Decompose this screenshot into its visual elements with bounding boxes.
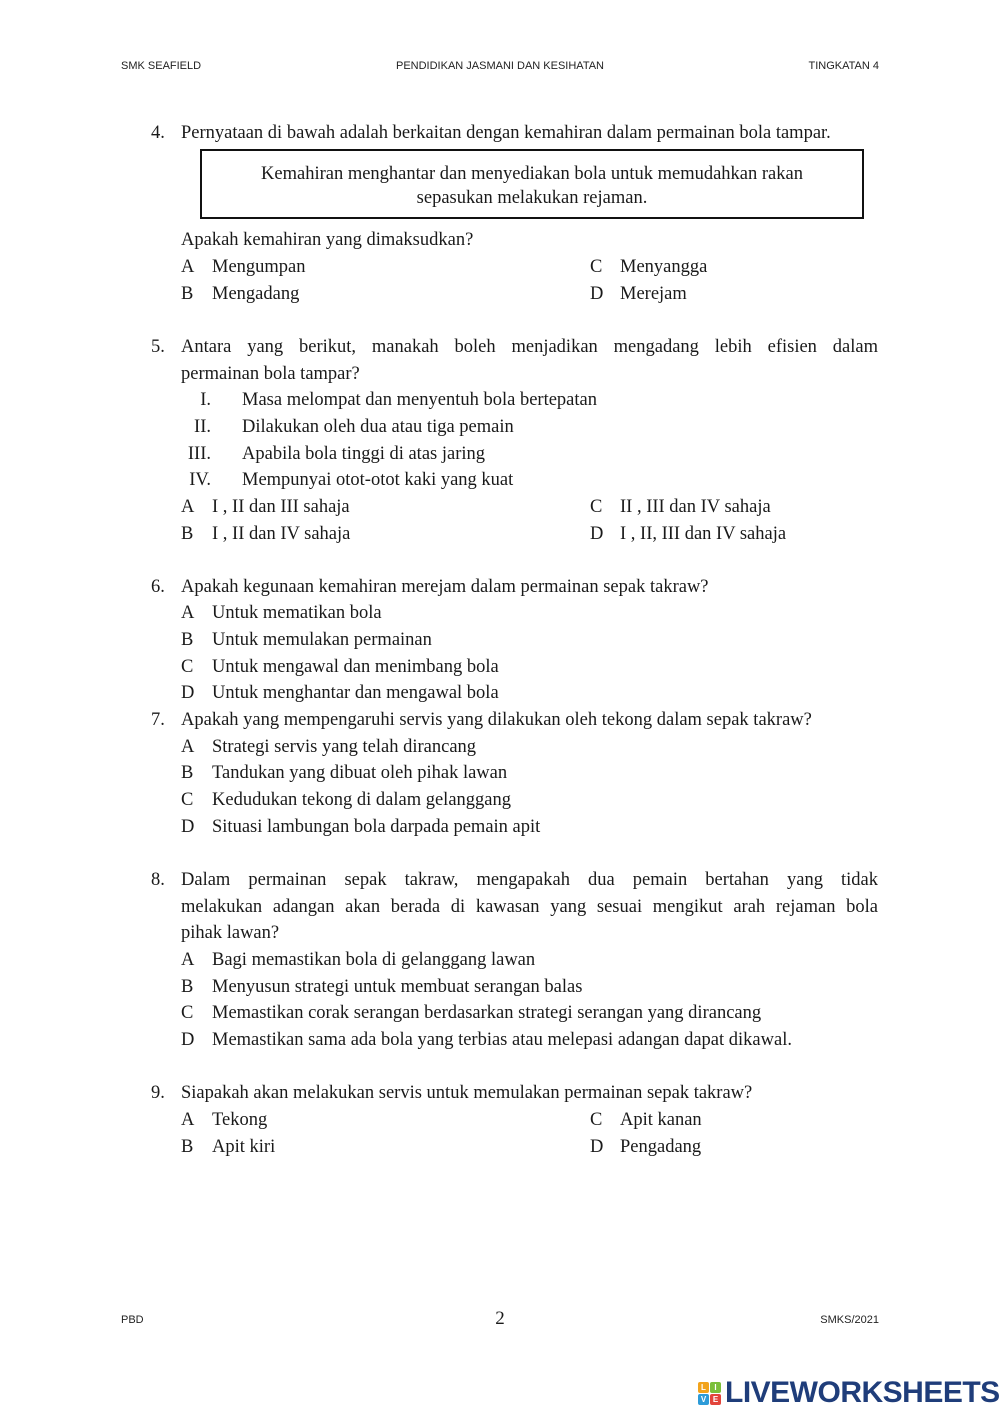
option-letter: A [181, 497, 195, 517]
question-stem-line-2: permainan bola tampar? [181, 364, 360, 384]
roman-numeral: III. [187, 444, 211, 464]
header-form: TINGKATAN 4 [808, 60, 879, 72]
question-number: 8. [151, 870, 165, 890]
option-letter: D [181, 1030, 195, 1050]
page-number: 2 [495, 1308, 505, 1329]
option-letter: A [181, 257, 195, 277]
question-stem: Apakah yang mempengaruhi servis yang dilakukan oleh tekong dalam sepak takraw? [181, 710, 812, 730]
statement-text: Dilakukan oleh dua atau tiga pemain [242, 417, 514, 437]
footer-right: SMKS/2021 [820, 1314, 879, 1326]
question-prompt: Apakah kemahiran yang dimaksudkan? [181, 230, 474, 250]
option-letter: C [590, 1110, 603, 1130]
question-stem-line-3: pihak lawan? [181, 923, 280, 943]
option-letter: D [590, 524, 604, 544]
option-text: Pengadang [620, 1137, 702, 1157]
header-subject: PENDIDIKAN JASMANI DAN KESIHATAN [395, 60, 605, 72]
statement-text: Masa melompat dan menyentuh bola bertepatan [242, 390, 597, 410]
option-letter: B [181, 977, 194, 997]
statement-line-1: Kemahiran menghantar dan menyediakan bola untuk memudahkan rakan [261, 164, 803, 184]
option-letter: A [181, 1110, 195, 1130]
option-letter: A [181, 737, 195, 757]
question-stem: Pernyataan di bawah adalah berkaitan dengan kemahiran dalam permainan bola tampar. [181, 123, 831, 143]
option-text: Menyusun strategi untuk membuat serangan balas [212, 977, 583, 997]
statement-text: Mempunyai otot-otot kaki yang kuat [242, 470, 514, 490]
option-text: Menyangga [620, 257, 708, 277]
option-text: I , II dan IV sahaja [212, 524, 351, 544]
option-text: Memastikan corak serangan berdasarkan strategi serangan yang dirancang [212, 1003, 762, 1023]
option-text: Apit kanan [620, 1110, 702, 1130]
option-text: Mengumpan [212, 257, 306, 277]
question-stem-line-1: Antara yang berikut, manakah boleh menjadikan mengadang lebih efisien dalam [181, 337, 878, 357]
roman-numeral: I. [200, 390, 211, 410]
option-letter: C [181, 657, 194, 677]
option-text: II , III dan IV sahaja [620, 497, 771, 517]
option-letter: D [181, 683, 195, 703]
option-letter: B [181, 630, 194, 650]
option-text: Untuk menghantar dan mengawal bola [212, 683, 499, 703]
option-text: Untuk mematikan bola [212, 603, 382, 623]
question-stem-line-1: Dalam permainan sepak takraw, mengapakah dua pemain bertahan yang tidak [181, 870, 878, 890]
roman-numeral: IV. [189, 470, 211, 490]
option-letter: C [590, 497, 603, 517]
option-letter: B [181, 524, 194, 544]
statement-box [200, 149, 864, 219]
logo-tile: V [698, 1394, 709, 1405]
option-letter: D [590, 284, 604, 304]
option-letter: B [181, 284, 194, 304]
liveworksheets-logo-icon [698, 1382, 721, 1405]
option-letter: D [181, 817, 195, 837]
option-text: I , II, III dan IV sahaja [620, 524, 787, 544]
option-text: Tekong [212, 1110, 268, 1130]
option-text: I , II dan III sahaja [212, 497, 350, 517]
question-number: 5. [151, 337, 165, 357]
question-number: 7. [151, 710, 165, 730]
option-text: Apit kiri [212, 1137, 276, 1157]
question-stem: Apakah kegunaan kemahiran merejam dalam permainan sepak takraw? [181, 577, 709, 597]
option-text: Untuk memulakan permainan [212, 630, 432, 650]
statement-text: Apabila bola tinggi di atas jaring [242, 444, 486, 464]
question-number: 9. [151, 1083, 165, 1103]
logo-tile: E [710, 1394, 721, 1405]
option-letter: C [590, 257, 603, 277]
option-letter: C [181, 1003, 194, 1023]
option-text: Tandukan yang dibuat oleh pihak lawan [212, 763, 508, 783]
option-text: Bagi memastikan bola di gelanggang lawan [212, 950, 536, 970]
question-number: 4. [151, 123, 165, 143]
brand-name: LIVEWORKSHEETS [725, 1376, 1000, 1409]
option-text: Untuk mengawal dan menimbang bola [212, 657, 499, 677]
option-text: Merejam [620, 284, 687, 304]
question-stem-line-2: melakukan adangan akan berada di kawasan yang sesuai mengikut arah rejaman bola [181, 897, 878, 917]
footer-left: PBD [121, 1314, 144, 1326]
option-letter: C [181, 790, 194, 810]
roman-numeral: II. [194, 417, 211, 437]
question-stem: Siapakah akan melakukan servis untuk memulakan permainan sepak takraw? [181, 1083, 753, 1103]
option-text: Mengadang [212, 284, 300, 304]
option-letter: B [181, 763, 194, 783]
option-text: Memastikan sama ada bola yang terbias atau melepasi adangan dapat dikawal. [212, 1030, 792, 1050]
option-letter: A [181, 603, 195, 623]
option-text: Situasi lambungan bola darpada pemain apit [212, 817, 541, 837]
statement-line-2: sepasukan melakukan rejaman. [416, 188, 648, 208]
option-text: Kedudukan tekong di dalam gelanggang [212, 790, 511, 810]
header-school: SMK SEAFIELD [121, 60, 202, 72]
option-letter: A [181, 950, 195, 970]
logo-tile: L [698, 1382, 709, 1393]
option-letter: B [181, 1137, 194, 1157]
option-text: Strategi servis yang telah dirancang [212, 737, 477, 757]
question-number: 6. [151, 577, 165, 597]
logo-tile: I [710, 1382, 721, 1393]
liveworksheets-brand[interactable] [698, 1376, 1000, 1410]
option-letter: D [590, 1137, 604, 1157]
